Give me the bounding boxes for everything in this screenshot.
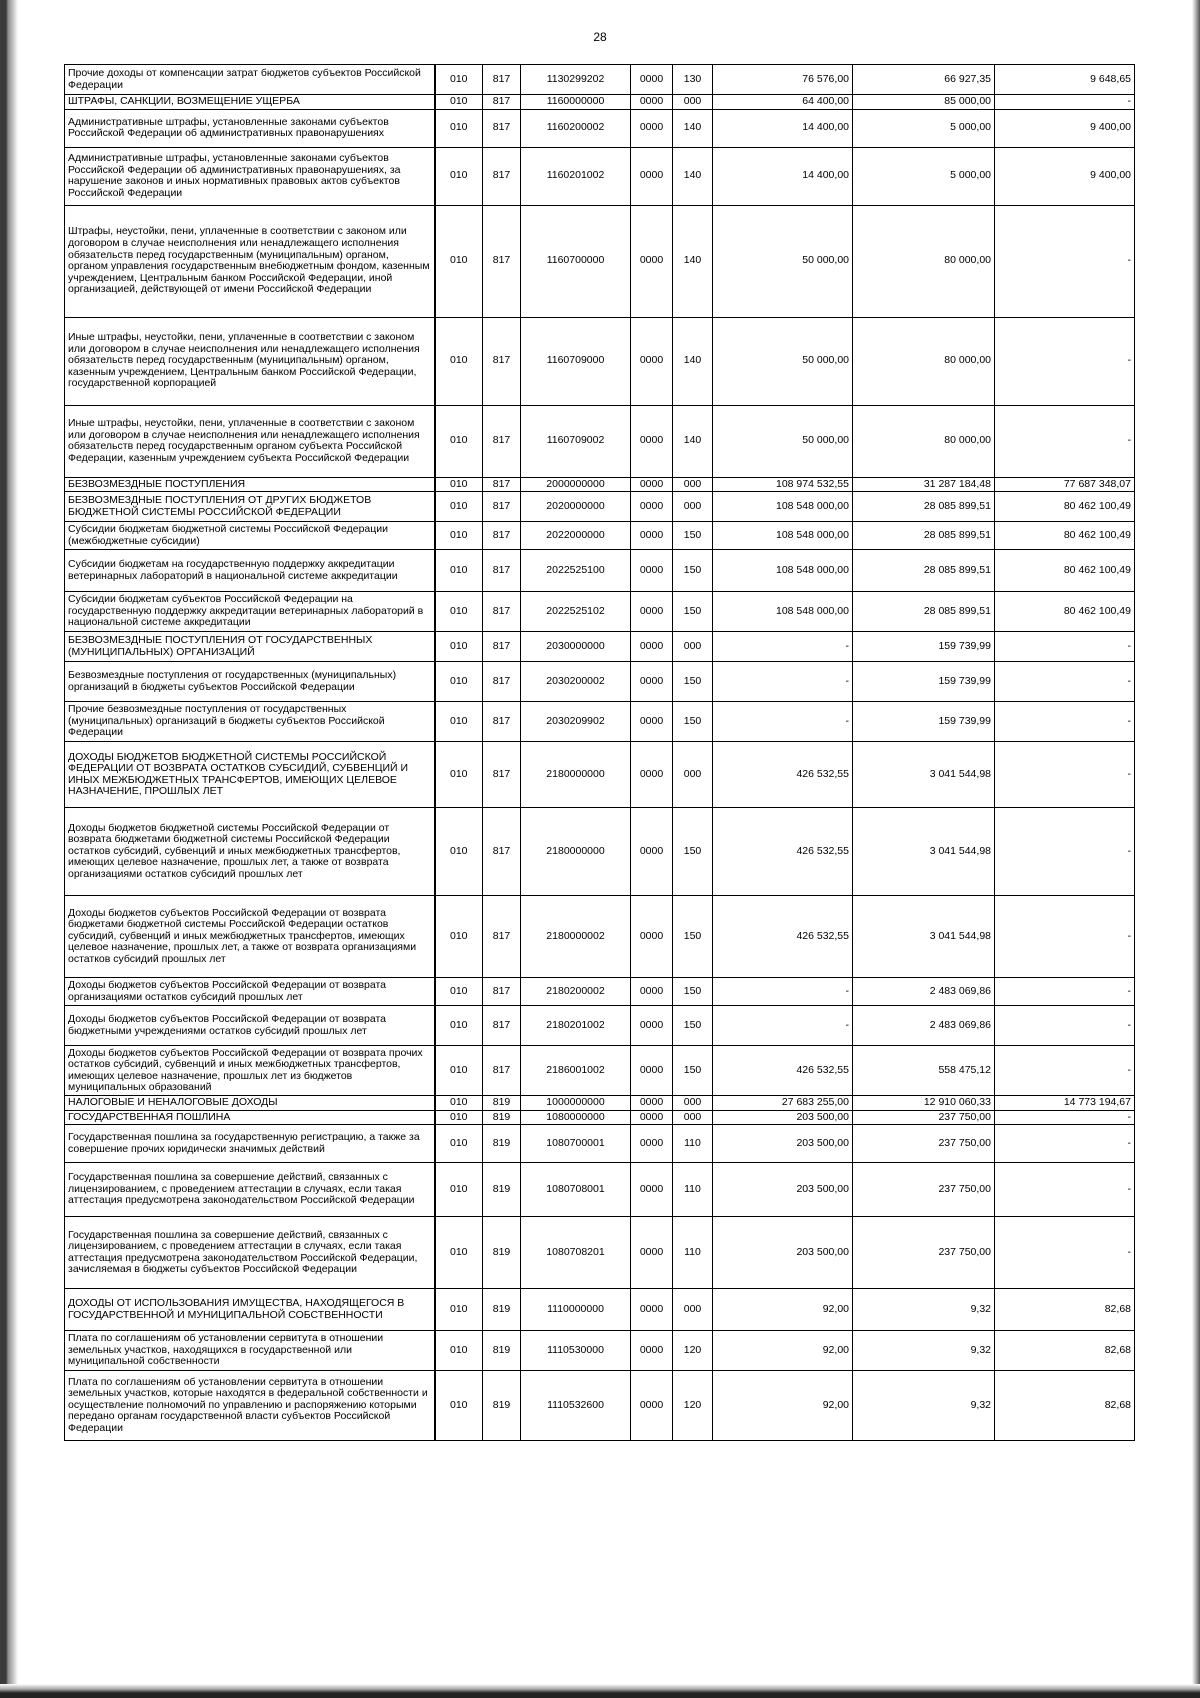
row-value-2: 28 085 899,51 [853, 492, 995, 522]
row-code-2: 817 [483, 65, 521, 95]
table-row [65, 65, 1135, 95]
table-row [65, 978, 1135, 1006]
row-value-2: 31 287 184,48 [853, 477, 995, 492]
row-name: ДОХОДЫ БЮДЖЕТОВ БЮДЖЕТНОЙ СИСТЕМЫ РОССИЙСКОЙ ФЕДЕРАЦИИ ОТ ВОЗВРАТА ОСТАТКОВ СУБСИДИЙ, СУБВЕНЦИЙ И ИНЫХ МЕЖБЮДЖЕТНЫХ ТРАНСФЕРТОВ, ИМЕЮЩИХ ЦЕЛЕВОЕ НАЗНАЧЕНИЕ, ПРОШЛЫХ ЛЕТ [65, 742, 435, 808]
row-value-2: 159 739,99 [853, 662, 995, 702]
row-code-3: 2020000000 [521, 492, 631, 522]
row-value-3: 9 400,00 [995, 109, 1135, 147]
row-code-4: 0000 [631, 742, 673, 808]
row-code-1: 010 [435, 662, 483, 702]
table-row [65, 1371, 1135, 1441]
row-code-2: 817 [483, 492, 521, 522]
row-code-1: 010 [435, 592, 483, 632]
row-code-5: 140 [673, 405, 713, 477]
row-value-1: 203 500,00 [713, 1163, 853, 1217]
row-value-1: 14 400,00 [713, 147, 853, 205]
row-code-1: 010 [435, 1006, 483, 1046]
row-code-2: 817 [483, 592, 521, 632]
row-code-3: 1110530000 [521, 1331, 631, 1371]
table-row [65, 1331, 1135, 1371]
row-code-1: 010 [435, 492, 483, 522]
row-value-2: 9,32 [853, 1371, 995, 1441]
row-value-1: 14 400,00 [713, 109, 853, 147]
row-value-2: 12 910 060,33 [853, 1096, 995, 1111]
row-value-3: 80 462 100,49 [995, 522, 1135, 550]
row-name: ШТРАФЫ, САНКЦИИ, ВОЗМЕЩЕНИЕ УЩЕРБА [65, 95, 435, 110]
row-code-3: 1080708001 [521, 1163, 631, 1217]
row-code-4: 0000 [631, 1331, 673, 1371]
row-value-2: 159 739,99 [853, 702, 995, 742]
row-value-3: 82,68 [995, 1371, 1135, 1441]
budget-table [64, 64, 1135, 1441]
row-code-4: 0000 [631, 95, 673, 110]
row-code-5: 120 [673, 1371, 713, 1441]
row-code-1: 010 [435, 896, 483, 978]
row-code-2: 819 [483, 1096, 521, 1111]
row-code-5: 000 [673, 742, 713, 808]
row-value-3: - [995, 317, 1135, 405]
table-row [65, 477, 1135, 492]
row-value-1: 426 532,55 [713, 896, 853, 978]
row-value-2: 80 000,00 [853, 405, 995, 477]
table-row [65, 1110, 1135, 1125]
row-code-4: 0000 [631, 1163, 673, 1217]
row-value-2: 237 750,00 [853, 1110, 995, 1125]
row-value-3: - [995, 95, 1135, 110]
row-code-2: 819 [483, 1371, 521, 1441]
row-value-1: 27 683 255,00 [713, 1096, 853, 1111]
row-code-2: 817 [483, 317, 521, 405]
row-name: Безвозмездные поступления от государственных (муниципальных) организаций в бюджеты субъектов Российской Федерации [65, 662, 435, 702]
row-code-4: 0000 [631, 1125, 673, 1163]
row-value-3: - [995, 1217, 1135, 1289]
row-code-2: 819 [483, 1125, 521, 1163]
row-code-2: 817 [483, 896, 521, 978]
row-code-3: 2030000000 [521, 632, 631, 662]
row-code-3: 1080708201 [521, 1217, 631, 1289]
row-name: ДОХОДЫ ОТ ИСПОЛЬЗОВАНИЯ ИМУЩЕСТВА, НАХОДЯЩЕГОСЯ В ГОСУДАРСТВЕННОЙ И МУНИЦИПАЛЬНОЙ СОБСТВЕННОСТИ [65, 1289, 435, 1331]
table-row [65, 808, 1135, 896]
row-value-2: 3 041 544,98 [853, 896, 995, 978]
row-code-4: 0000 [631, 702, 673, 742]
row-code-5: 000 [673, 1289, 713, 1331]
row-code-4: 0000 [631, 632, 673, 662]
row-value-1: 426 532,55 [713, 1046, 853, 1096]
row-code-2: 817 [483, 522, 521, 550]
row-value-3: - [995, 1110, 1135, 1125]
row-value-2: 3 041 544,98 [853, 808, 995, 896]
row-name: Доходы бюджетов субъектов Российской Федерации от возврата организациями остатков субсидий прошлых лет [65, 978, 435, 1006]
row-value-3: - [995, 1125, 1135, 1163]
row-code-2: 817 [483, 147, 521, 205]
row-code-4: 0000 [631, 492, 673, 522]
row-name: Доходы бюджетов субъектов Российской Федерации от возврата прочих остатков субсидий, субвенций и иных межбюджетных трансфертов, имеющих целевое назначение, прошлых лет из бюджетов муниципальных образований [65, 1046, 435, 1096]
row-code-4: 0000 [631, 550, 673, 592]
row-value-1: 50 000,00 [713, 205, 853, 317]
table-row [65, 592, 1135, 632]
row-name: Доходы бюджетов субъектов Российской Федерации от возврата бюджетами бюджетной системы Российской Федерации остатков субсидий, субвенций и иных межбюджетных трансфертов, имеющих целевое назначение, прошлых лет, а также от возврата организациями остатков субсидий прошлых лет [65, 896, 435, 978]
table-row [65, 702, 1135, 742]
row-name: Доходы бюджетов бюджетной системы Российской Федерации от возврата бюджетами бюджетной системы Российской Федерации остатков субсидий, субвенций и иных межбюджетных трансфертов, имеющих целевое назначение, прошлых лет, а также от возврата организациями остатков субсидий прошлых лет [65, 808, 435, 896]
row-code-1: 010 [435, 1163, 483, 1217]
row-value-1: 426 532,55 [713, 808, 853, 896]
row-code-1: 010 [435, 1110, 483, 1125]
row-value-1: 426 532,55 [713, 742, 853, 808]
row-code-1: 010 [435, 65, 483, 95]
row-value-1: 108 548 000,00 [713, 492, 853, 522]
row-code-2: 817 [483, 1046, 521, 1096]
row-name: ГОСУДАРСТВЕННАЯ ПОШЛИНА [65, 1110, 435, 1125]
row-value-3: 9 400,00 [995, 147, 1135, 205]
row-code-3: 2030200002 [521, 662, 631, 702]
row-value-2: 5 000,00 [853, 147, 995, 205]
row-value-1: 50 000,00 [713, 317, 853, 405]
table-row [65, 317, 1135, 405]
row-code-1: 010 [435, 808, 483, 896]
row-code-3: 1080700001 [521, 1125, 631, 1163]
row-value-3: 82,68 [995, 1331, 1135, 1371]
row-code-5: 150 [673, 808, 713, 896]
row-value-1: - [713, 978, 853, 1006]
row-value-2: 9,32 [853, 1289, 995, 1331]
row-value-1: 203 500,00 [713, 1110, 853, 1125]
row-code-4: 0000 [631, 1046, 673, 1096]
row-code-3: 2022000000 [521, 522, 631, 550]
row-code-5: 000 [673, 1096, 713, 1111]
row-value-3: 9 648,65 [995, 65, 1135, 95]
row-code-1: 010 [435, 109, 483, 147]
row-code-5: 140 [673, 147, 713, 205]
row-code-3: 2030209902 [521, 702, 631, 742]
row-value-2: 9,32 [853, 1331, 995, 1371]
row-code-3: 2180201002 [521, 1006, 631, 1046]
row-code-3: 1160201002 [521, 147, 631, 205]
row-value-2: 2 483 069,86 [853, 978, 995, 1006]
row-value-2: 2 483 069,86 [853, 1006, 995, 1046]
row-code-4: 0000 [631, 405, 673, 477]
row-code-2: 817 [483, 1006, 521, 1046]
row-code-1: 010 [435, 147, 483, 205]
row-value-1: 92,00 [713, 1371, 853, 1441]
table-row [65, 405, 1135, 477]
row-name: Административные штрафы, установленные законами субъектов Российской Федерации об административных правонарушениях, за нарушение законов и иных нормативных правовых актов субъектов Российской Федерации [65, 147, 435, 205]
row-value-2: 80 000,00 [853, 205, 995, 317]
row-code-3: 1110532600 [521, 1371, 631, 1441]
row-code-2: 819 [483, 1163, 521, 1217]
row-code-5: 000 [673, 1110, 713, 1125]
row-value-1: - [713, 662, 853, 702]
row-code-2: 817 [483, 550, 521, 592]
row-code-2: 817 [483, 662, 521, 702]
row-code-2: 817 [483, 742, 521, 808]
row-name: Административные штрафы, установленные законами субъектов Российской Федерации об административных правонарушениях [65, 109, 435, 147]
row-code-1: 010 [435, 978, 483, 1006]
row-code-3: 2000000000 [521, 477, 631, 492]
row-code-4: 0000 [631, 477, 673, 492]
row-code-3: 1000000000 [521, 1096, 631, 1111]
row-code-5: 130 [673, 65, 713, 95]
table-row [65, 550, 1135, 592]
row-code-1: 010 [435, 1217, 483, 1289]
row-code-2: 817 [483, 405, 521, 477]
row-name: Доходы бюджетов субъектов Российской Федерации от возврата бюджетными учреждениями остатков субсидий прошлых лет [65, 1006, 435, 1046]
row-code-2: 819 [483, 1289, 521, 1331]
row-code-5: 110 [673, 1125, 713, 1163]
row-code-5: 110 [673, 1163, 713, 1217]
row-code-5: 110 [673, 1217, 713, 1289]
scan-edge-left [0, 0, 18, 1698]
row-value-2: 85 000,00 [853, 95, 995, 110]
row-code-3: 2180200002 [521, 978, 631, 1006]
row-code-5: 150 [673, 592, 713, 632]
row-code-5: 000 [673, 632, 713, 662]
row-name: Государственная пошлина за совершение действий, связанных с лицензированием, с проведением аттестации в случаях, если такая аттестация предусмотрена законодательством Российской Федерации, зачисляемая в бюджеты субъектов Российской Федерации [65, 1217, 435, 1289]
row-value-2: 5 000,00 [853, 109, 995, 147]
row-code-4: 0000 [631, 978, 673, 1006]
row-code-1: 010 [435, 632, 483, 662]
row-name: Государственная пошлина за совершение действий, связанных с лицензированием, с проведением аттестации в случаях, если такая аттестация предусмотрена законодательством Российской Федерации [65, 1163, 435, 1217]
row-code-4: 0000 [631, 205, 673, 317]
table-row [65, 147, 1135, 205]
row-name: Субсидии бюджетам на государственную поддержку аккредитации ветеринарных лабораторий в национальной системе аккредитации [65, 550, 435, 592]
table-row [65, 742, 1135, 808]
row-code-4: 0000 [631, 1006, 673, 1046]
row-value-3: - [995, 1163, 1135, 1217]
row-code-4: 0000 [631, 1110, 673, 1125]
row-name: Прочие безвозмездные поступления от государственных (муниципальных) организаций в бюджеты субъектов Российской Федерации [65, 702, 435, 742]
row-value-1: 76 576,00 [713, 65, 853, 95]
row-code-3: 1160709000 [521, 317, 631, 405]
row-code-3: 1080000000 [521, 1110, 631, 1125]
row-value-1: 203 500,00 [713, 1217, 853, 1289]
row-code-4: 0000 [631, 1217, 673, 1289]
scan-edge-bottom [0, 1684, 1200, 1698]
row-name: Иные штрафы, неустойки, пени, уплаченные в соответствии с законом или договором в случае неисполнения или ненадлежащего исполнения обязательств перед государственным (муниципальным) органом, казенным учреждением, Центральным банком Российской Федерации, государственной корпорацией [65, 317, 435, 405]
row-code-1: 010 [435, 550, 483, 592]
table-row [65, 896, 1135, 978]
row-value-1: - [713, 702, 853, 742]
row-code-5: 000 [673, 492, 713, 522]
row-name: БЕЗВОЗМЕЗДНЫЕ ПОСТУПЛЕНИЯ ОТ ГОСУДАРСТВЕННЫХ (МУНИЦИПАЛЬНЫХ) ОРГАНИЗАЦИЙ [65, 632, 435, 662]
row-value-2: 80 000,00 [853, 317, 995, 405]
row-code-4: 0000 [631, 317, 673, 405]
row-value-1: 50 000,00 [713, 405, 853, 477]
table-row [65, 1289, 1135, 1331]
row-name: Субсидии бюджетам бюджетной системы Российской Федерации (межбюджетные субсидии) [65, 522, 435, 550]
row-value-2: 237 750,00 [853, 1217, 995, 1289]
row-code-1: 010 [435, 477, 483, 492]
row-code-5: 150 [673, 550, 713, 592]
row-code-3: 2180000002 [521, 896, 631, 978]
row-code-2: 817 [483, 477, 521, 492]
row-code-1: 010 [435, 317, 483, 405]
row-code-4: 0000 [631, 147, 673, 205]
row-code-1: 010 [435, 95, 483, 110]
row-value-2: 558 475,12 [853, 1046, 995, 1096]
row-name: Плата по соглашениям об установлении сервитута в отношении земельных участков, которые находятся в федеральной собственности и осуществление полномочий по управлению и распоряжению которыми передано органам государственной власти субъектов Российской Федерации [65, 1371, 435, 1441]
row-code-2: 819 [483, 1110, 521, 1125]
row-value-3: 80 462 100,49 [995, 550, 1135, 592]
row-value-1: 108 548 000,00 [713, 592, 853, 632]
row-code-2: 817 [483, 978, 521, 1006]
row-code-1: 010 [435, 742, 483, 808]
row-name: НАЛОГОВЫЕ И НЕНАЛОГОВЫЕ ДОХОДЫ [65, 1096, 435, 1111]
row-code-3: 2180000000 [521, 742, 631, 808]
row-value-3: - [995, 896, 1135, 978]
row-code-2: 819 [483, 1331, 521, 1371]
row-code-4: 0000 [631, 1371, 673, 1441]
row-code-2: 817 [483, 632, 521, 662]
row-code-1: 010 [435, 702, 483, 742]
row-code-4: 0000 [631, 1096, 673, 1111]
scan-edge-right [1192, 0, 1200, 1698]
row-code-2: 817 [483, 702, 521, 742]
row-code-3: 2180000000 [521, 808, 631, 896]
table-row [65, 632, 1135, 662]
row-code-3: 1160700000 [521, 205, 631, 317]
table-row [65, 1163, 1135, 1217]
row-code-4: 0000 [631, 896, 673, 978]
row-code-5: 000 [673, 95, 713, 110]
row-code-5: 150 [673, 1046, 713, 1096]
row-value-1: 108 548 000,00 [713, 522, 853, 550]
row-code-1: 010 [435, 1289, 483, 1331]
row-code-5: 150 [673, 978, 713, 1006]
row-code-5: 140 [673, 205, 713, 317]
row-code-3: 2022525102 [521, 592, 631, 632]
row-value-3: - [995, 405, 1135, 477]
row-value-2: 3 041 544,98 [853, 742, 995, 808]
row-code-5: 150 [673, 896, 713, 978]
row-code-2: 819 [483, 1217, 521, 1289]
row-code-5: 150 [673, 662, 713, 702]
row-name: БЕЗВОЗМЕЗДНЫЕ ПОСТУПЛЕНИЯ [65, 477, 435, 492]
table-row [65, 1046, 1135, 1096]
row-value-3: - [995, 702, 1135, 742]
row-value-3: - [995, 808, 1135, 896]
row-value-1: 64 400,00 [713, 95, 853, 110]
row-code-1: 010 [435, 1331, 483, 1371]
row-value-3: - [995, 1046, 1135, 1096]
row-code-1: 010 [435, 1371, 483, 1441]
row-code-2: 817 [483, 95, 521, 110]
row-value-1: - [713, 632, 853, 662]
table-row [65, 109, 1135, 147]
table-row [65, 1006, 1135, 1046]
row-code-1: 010 [435, 1046, 483, 1096]
row-value-3: - [995, 632, 1135, 662]
table-row [65, 205, 1135, 317]
row-value-1: 108 974 532,55 [713, 477, 853, 492]
row-value-2: 28 085 899,51 [853, 592, 995, 632]
row-code-3: 2022525100 [521, 550, 631, 592]
row-value-3: 77 687 348,07 [995, 477, 1135, 492]
row-value-2: 28 085 899,51 [853, 550, 995, 592]
table-row [65, 1096, 1135, 1111]
row-code-3: 1160200002 [521, 109, 631, 147]
row-code-2: 817 [483, 808, 521, 896]
row-value-2: 237 750,00 [853, 1163, 995, 1217]
row-name: БЕЗВОЗМЕЗДНЫЕ ПОСТУПЛЕНИЯ ОТ ДРУГИХ БЮДЖЕТОВ БЮДЖЕТНОЙ СИСТЕМЫ РОССИЙСКОЙ ФЕДЕРАЦИИ [65, 492, 435, 522]
row-name: Государственная пошлина за государственную регистрацию, а также за совершение прочих юридически значимых действий [65, 1125, 435, 1163]
table-row [65, 492, 1135, 522]
row-code-4: 0000 [631, 592, 673, 632]
row-code-1: 010 [435, 522, 483, 550]
row-code-5: 150 [673, 702, 713, 742]
row-code-1: 010 [435, 1096, 483, 1111]
row-value-1: 92,00 [713, 1289, 853, 1331]
row-code-4: 0000 [631, 808, 673, 896]
table-row [65, 522, 1135, 550]
row-value-3: 82,68 [995, 1289, 1135, 1331]
row-value-3: 14 773 194,67 [995, 1096, 1135, 1111]
table-row [65, 95, 1135, 110]
row-code-4: 0000 [631, 109, 673, 147]
row-code-4: 0000 [631, 65, 673, 95]
row-value-2: 28 085 899,51 [853, 522, 995, 550]
row-code-1: 010 [435, 1125, 483, 1163]
row-value-1: - [713, 1006, 853, 1046]
table-row [65, 662, 1135, 702]
row-value-3: - [995, 205, 1135, 317]
row-code-3: 1160709002 [521, 405, 631, 477]
table-row [65, 1125, 1135, 1163]
row-value-3: 80 462 100,49 [995, 492, 1135, 522]
row-code-2: 817 [483, 205, 521, 317]
row-code-3: 1110000000 [521, 1289, 631, 1331]
row-value-1: 92,00 [713, 1331, 853, 1371]
row-value-1: 108 548 000,00 [713, 550, 853, 592]
row-code-5: 150 [673, 522, 713, 550]
row-code-1: 010 [435, 405, 483, 477]
row-code-4: 0000 [631, 662, 673, 702]
row-name: Штрафы, неустойки, пени, уплаченные в соответствии с законом или договором в случае неисполнения или ненадлежащего исполнения обязательств перед государственным (муниципальным) органом, органом управления государственным внебюджетным фондом, казенным учреждением, Центральным банком Российской Федерации, иной организацией, действующей от имени Российской Федерации [65, 205, 435, 317]
row-name: Прочие доходы от компенсации затрат бюджетов субъектов Российской Федерации [65, 65, 435, 95]
page-number: 28 [593, 30, 607, 44]
row-code-3: 1130299202 [521, 65, 631, 95]
row-code-2: 817 [483, 109, 521, 147]
row-code-3: 2186001002 [521, 1046, 631, 1096]
row-value-1: 203 500,00 [713, 1125, 853, 1163]
row-code-5: 140 [673, 317, 713, 405]
row-code-3: 1160000000 [521, 95, 631, 110]
row-name: Плата по соглашениям об установлении сервитута в отношении земельных участков, находящихся в государственной или муниципальной собственности [65, 1331, 435, 1371]
row-name: Субсидии бюджетам субъектов Российской Федерации на государственную поддержку аккредитации ветеринарных лабораторий в национальной системе аккредитации [65, 592, 435, 632]
row-value-3: 80 462 100,49 [995, 592, 1135, 632]
row-code-5: 120 [673, 1331, 713, 1371]
row-value-2: 66 927,35 [853, 65, 995, 95]
row-name: Иные штрафы, неустойки, пени, уплаченные в соответствии с законом или договором в случае неисполнения или ненадлежащего исполнения обязательств перед государственным органом субъекта Российской Федерации, казенным учреждением субъекта Российской Федерации [65, 405, 435, 477]
row-code-4: 0000 [631, 522, 673, 550]
row-code-5: 140 [673, 109, 713, 147]
row-code-1: 010 [435, 205, 483, 317]
row-value-2: 237 750,00 [853, 1125, 995, 1163]
row-value-3: - [995, 742, 1135, 808]
row-code-5: 150 [673, 1006, 713, 1046]
budget-table-body [65, 65, 1135, 1441]
row-value-3: - [995, 978, 1135, 1006]
row-value-2: 159 739,99 [853, 632, 995, 662]
row-value-3: - [995, 662, 1135, 702]
table-row [65, 1217, 1135, 1289]
row-code-4: 0000 [631, 1289, 673, 1331]
row-code-5: 000 [673, 477, 713, 492]
row-value-3: - [995, 1006, 1135, 1046]
